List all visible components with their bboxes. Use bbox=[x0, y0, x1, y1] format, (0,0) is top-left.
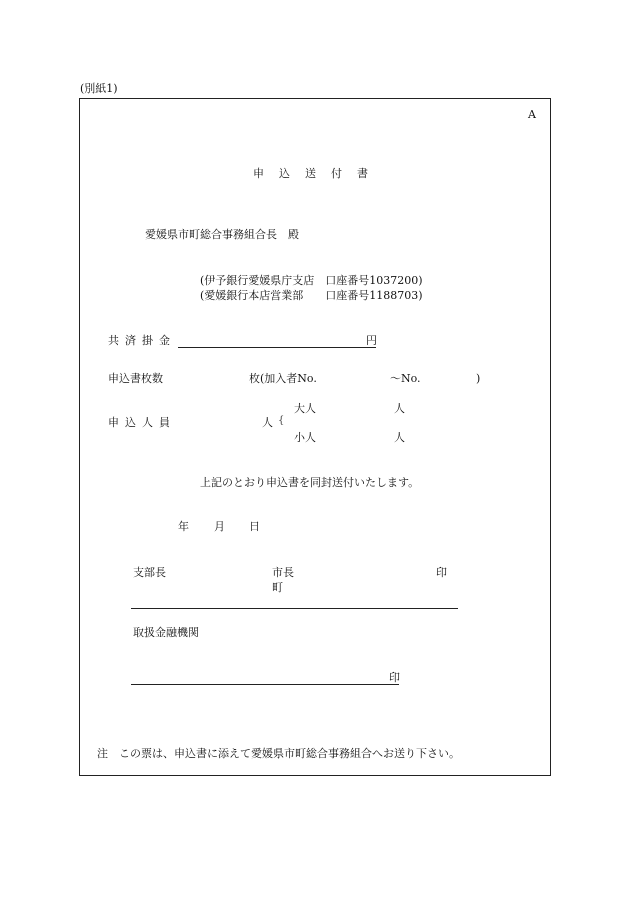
corner-mark: A bbox=[528, 108, 536, 121]
day-label: 日 bbox=[249, 520, 260, 533]
bank-handler-label: 取扱金融機関 bbox=[133, 626, 199, 639]
sheet-unit-member-no: 枚(加入者No. bbox=[249, 372, 317, 385]
form-title: 申込送付書 bbox=[253, 167, 383, 180]
addressee: 愛媛県市町総合事務組合長 殿 bbox=[145, 228, 299, 241]
yen-unit: 円 bbox=[366, 334, 377, 347]
premium-amount-line bbox=[178, 347, 376, 348]
child-label: 小人 bbox=[294, 431, 316, 444]
month-label: 月 bbox=[214, 520, 225, 533]
bank-account-iyo: (伊予銀行愛媛県庁支店 口座番号1037200) bbox=[200, 274, 423, 287]
close-paren: ) bbox=[476, 372, 481, 385]
form-number: (別紙1) bbox=[80, 82, 118, 95]
brace-mark: { bbox=[278, 415, 285, 426]
adult-label: 大人 bbox=[294, 402, 316, 415]
sheet-count-label: 申込書枚数 bbox=[108, 372, 163, 385]
applicants-unit: 人 bbox=[262, 416, 273, 429]
adult-unit: 人 bbox=[394, 402, 405, 415]
child-unit: 人 bbox=[394, 431, 405, 444]
applicants-label: 申込人員 bbox=[108, 416, 176, 429]
city-mayor-label: 市長 bbox=[272, 566, 294, 579]
year-label: 年 bbox=[178, 520, 189, 533]
town-mayor-label: 町 bbox=[272, 581, 283, 594]
premium-label: 共済掛金 bbox=[108, 334, 176, 347]
bank-signature-line bbox=[131, 684, 399, 685]
branch-chief-label: 支部長 bbox=[133, 566, 166, 579]
bank-seal: 印 bbox=[389, 671, 400, 684]
member-range-to: ～No. bbox=[390, 372, 421, 385]
bank-account-ehime: (愛媛銀行本店営業部 口座番号1188703) bbox=[200, 289, 423, 302]
footnote: 注 この票は、申込書に添えて愛媛県市町総合事務組合へお送り下さい。 bbox=[97, 747, 460, 760]
statement: 上記のとおり申込書を同封送付いたします。 bbox=[200, 476, 420, 489]
signature-line bbox=[131, 608, 458, 609]
mayor-seal: 印 bbox=[436, 566, 447, 579]
